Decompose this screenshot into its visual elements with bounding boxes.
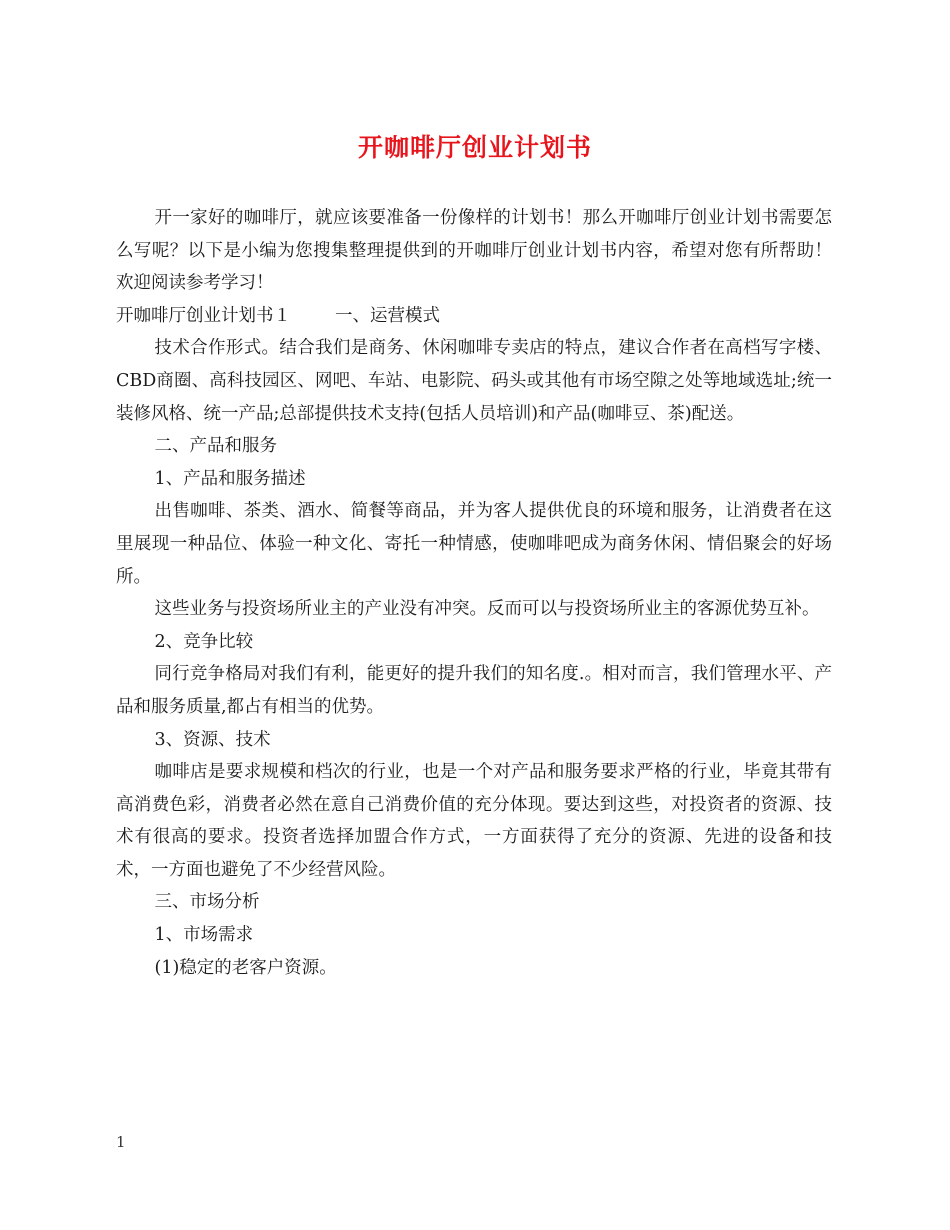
document-body — [116, 202, 832, 984]
resources-paragraph: 咖啡店是要求规模和档次的行业，也是一个对产品和服务要求严格的行业，毕竟其带有高消费色彩，消费者必然在意自己消费价值的充分体现。要达到这些，对投资者的资源、技术有很高的要求。投资者选择加盟合作方式，一方面获得了充分的资源、先进的设备和技术，一方面也避免了不少经营风险。 — [116, 762, 832, 880]
heading-market-demand: 1、市场需求 — [154, 925, 254, 946]
heading-competition: 2、竞争比较 — [154, 631, 254, 652]
document-title: 开咖啡厅创业计划书 — [357, 133, 592, 162]
heading-products-services: 二、产品和服务 — [154, 436, 277, 457]
operation-mode-paragraph: 技术合作形式。结合我们是商务、休闲咖啡专卖店的特点，建议合作者在高档写字楼、CBD商圈、高科技园区、网吧、车站、电影院、码头或其他有市场空隙之处等地域选址;统一装修风格、统一产品;总部提供技术支持(包括人员培训)和产品(咖啡豆、茶)配送。 — [116, 338, 832, 424]
competition-paragraph: 同行竞争格局对我们有利，能更好的提升我们的知名度.。相对而言，我们管理水平、产品和服务质量,都占有相当的优势。 — [116, 664, 832, 717]
section-heading-line — [116, 300, 832, 333]
heading-resources: 3、资源、技术 — [154, 729, 271, 750]
heading-market-analysis: 三、市场分析 — [154, 892, 260, 913]
page-number: 1 — [116, 1133, 126, 1151]
product-description-paragraph: 出售咖啡、茶类、酒水、简餐等商品，并为客人提供优良的环境和服务，让消费者在这里展现一种品位、体验一种文化、寄托一种情感，使咖啡吧成为商务休闲、情侣聚会的好场所。 — [116, 501, 832, 587]
market-demand-item: (1)稳定的老客户资源。 — [154, 957, 337, 978]
heading-product-description: 1、产品和服务描述 — [154, 468, 306, 489]
complementary-paragraph: 这些业务与投资场所业主的产业没有冲突。反而可以与投资场所业主的客源优势互补。 — [154, 599, 820, 620]
plan-subtitle: 开咖啡厅创业计划书１ — [116, 305, 291, 326]
heading-operation-mode: 一、运营模式 — [335, 305, 440, 326]
intro-paragraph: 开一家好的咖啡厅，就应该要准备一份像样的计划书！那么开咖啡厅创业计划书需要怎么写呢？以下是小编为您搜集整理提供到的开咖啡厅创业计划书内容，希望对您有所帮助！欢迎阅读参考学习！ — [116, 208, 832, 294]
